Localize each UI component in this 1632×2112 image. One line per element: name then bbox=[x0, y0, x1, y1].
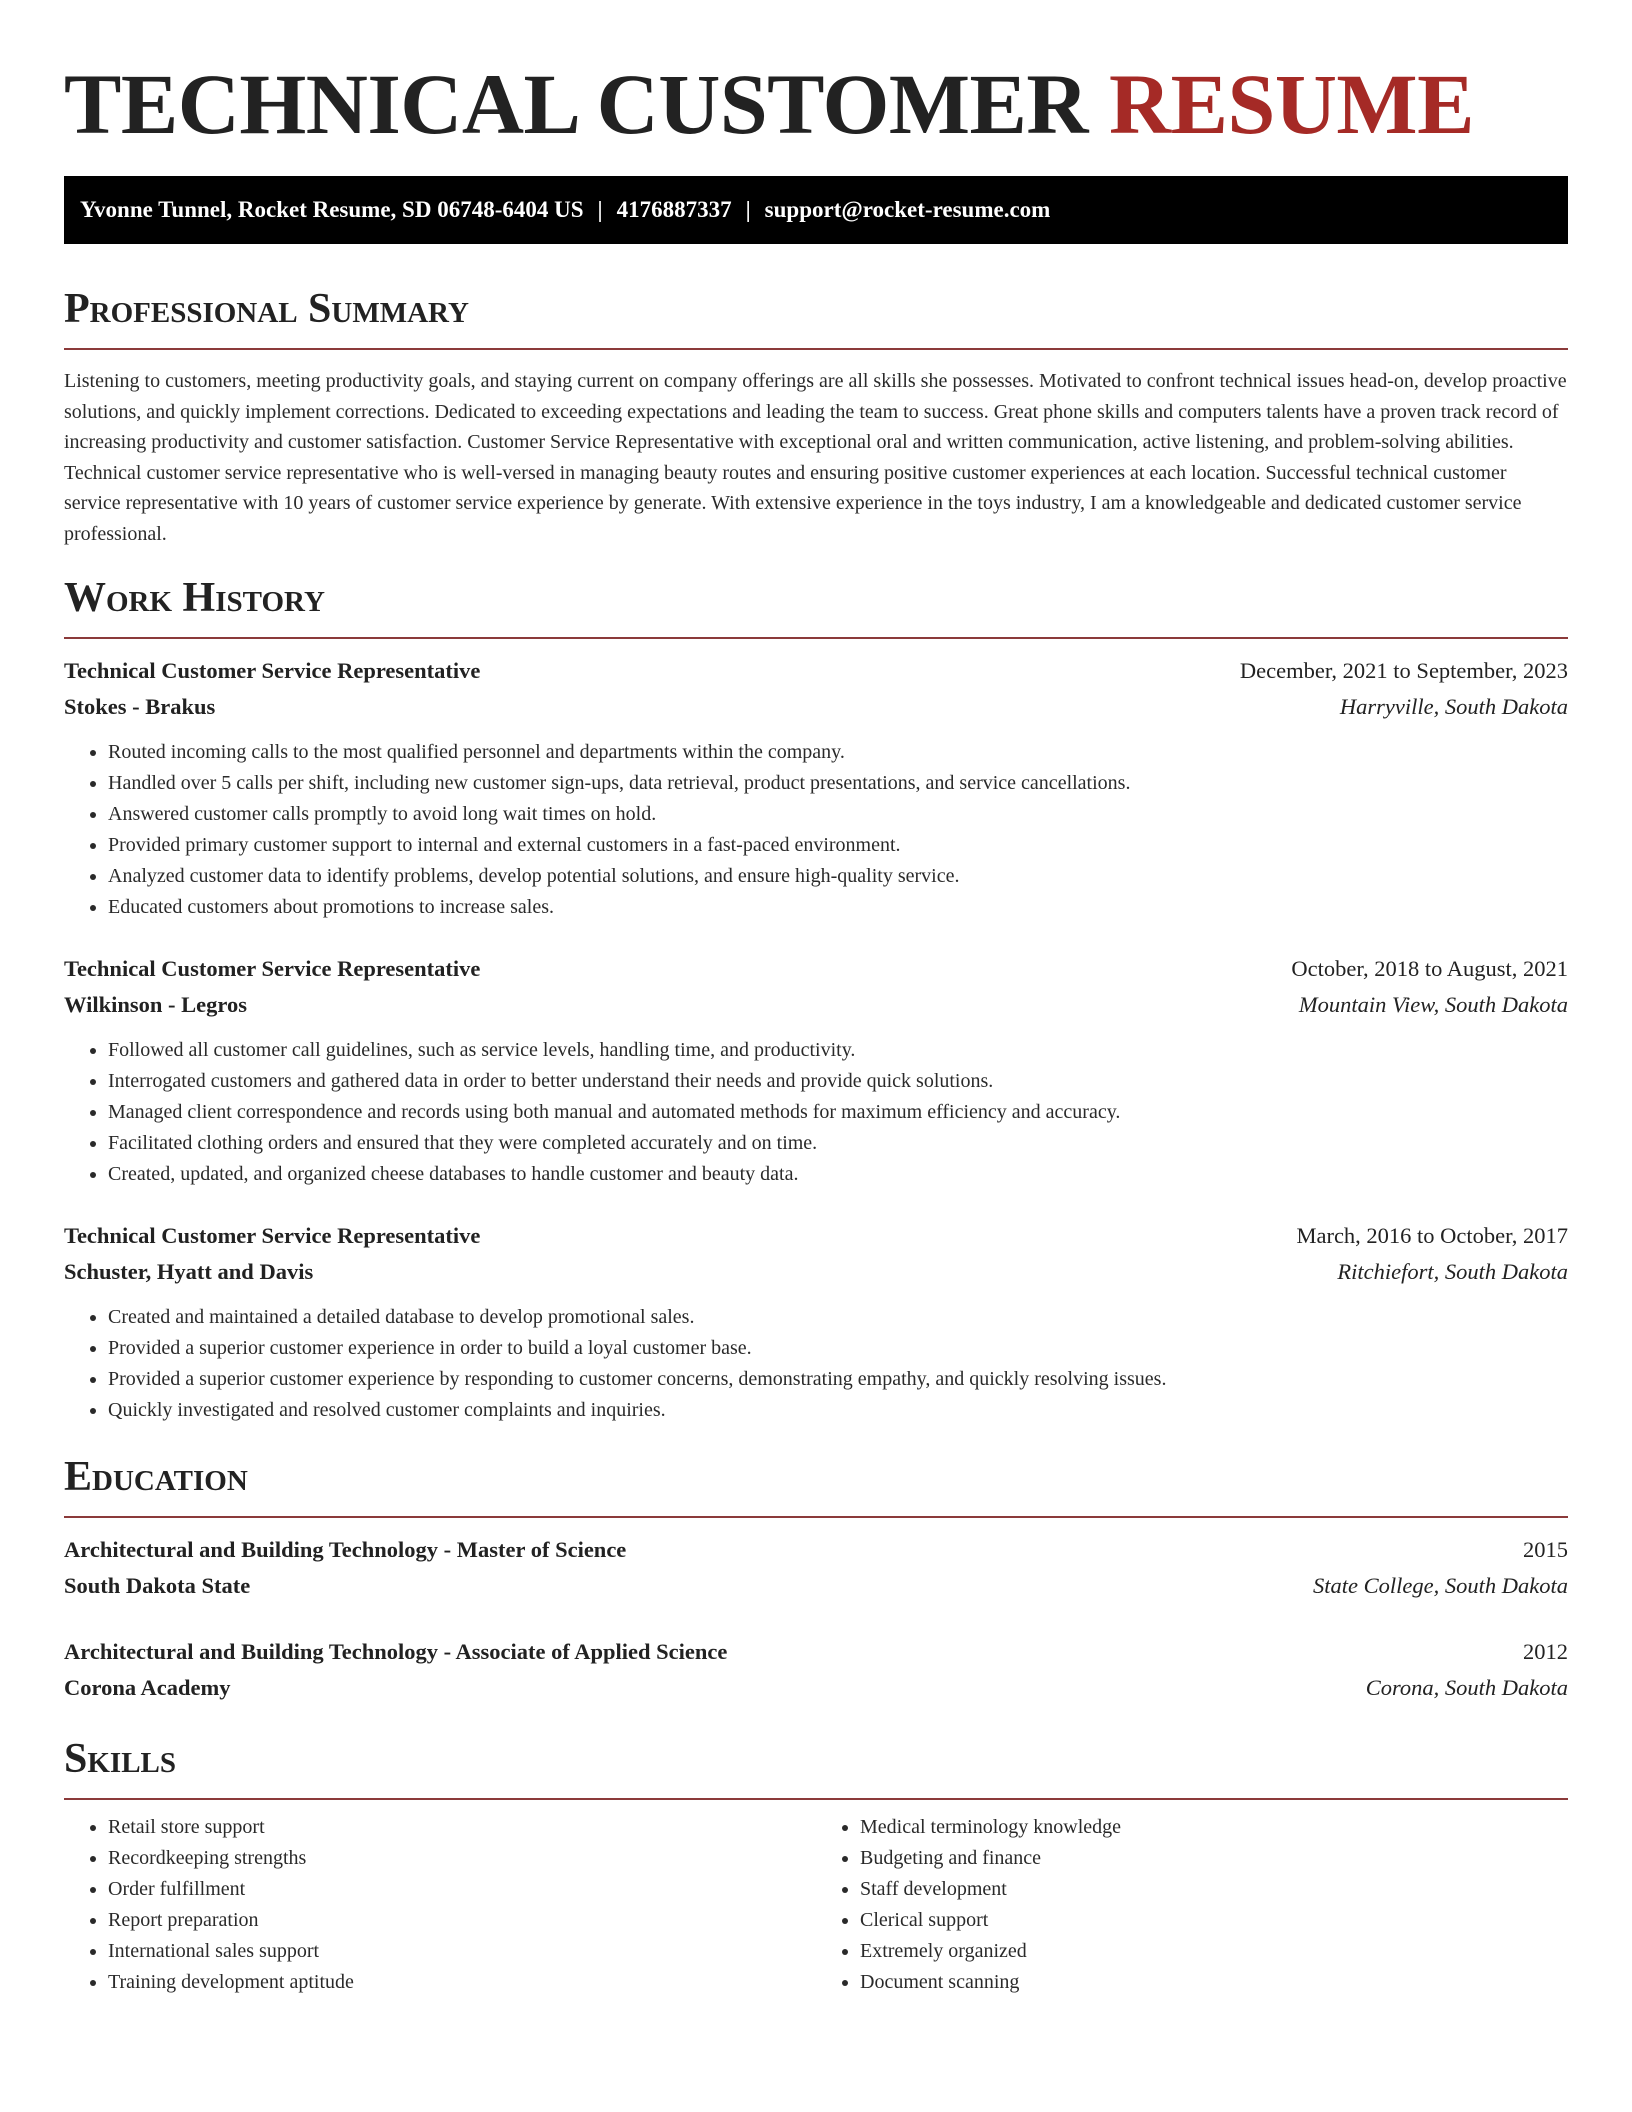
job-duty-item: • Provided primary customer support to internal and external customers in a fast-paced environment. bbox=[108, 830, 1568, 861]
skill-item: • Retail store support bbox=[108, 1812, 816, 1843]
job-location: Mountain View, South Dakota bbox=[1298, 992, 1568, 1017]
summary-text: Listening to customers, meeting productivity goals, and staying current on company offerings are all skills she possesses. Motivated to confront technical issues head-on, develop proactive solutions, and quickly implement corrections. Dedicated to exceeding expectations and leading the team to success. Great phone skills and computers talents have a proven track record of increasing productivity and customer satisfaction. Customer Service Representative with exceptional oral and written communication, active listening, and problem-solving abilities. Technical customer service representative who is well-versed in managing beauty routes and ensuring positive customer experiences at each location. Successful technical customer service representative with 10 years of customer service experience by generate. With extensive experience in the toys industry, I am a knowledgeable and dedicated customer service professional. bbox=[64, 370, 1567, 545]
title-main: TECHNICAL CUSTOMER bbox=[64, 56, 1089, 152]
contact-separator: | bbox=[745, 197, 751, 222]
skill-item: • Recordkeeping strengths bbox=[108, 1843, 816, 1874]
job-duty-item: • Provided a superior customer experience in order to build a loyal customer base. bbox=[108, 1333, 1568, 1364]
skill-item: • Training development aptitude bbox=[108, 1967, 816, 1998]
job-company-row bbox=[64, 1254, 1568, 1290]
summary-heading: Professional Summary bbox=[64, 286, 469, 332]
skills-right-list bbox=[816, 1812, 1568, 1998]
education-header-row bbox=[64, 1634, 1568, 1670]
skill-item: • Order fulfillment bbox=[108, 1874, 816, 1905]
section-divider bbox=[64, 1798, 1568, 1800]
education-location: State College, South Dakota bbox=[1313, 1573, 1568, 1598]
skill-item: • Medical terminology knowledge bbox=[860, 1812, 1568, 1843]
skill-item: • Clerical support bbox=[860, 1905, 1568, 1936]
education-school-row bbox=[64, 1670, 1568, 1706]
job-entry bbox=[64, 1218, 1568, 1426]
education-list bbox=[64, 1532, 1568, 1706]
job-duty-item: • Answered customer calls promptly to avoid long wait times on hold. bbox=[108, 799, 1568, 830]
job-duty-item: • Analyzed customer data to identify problems, develop potential solutions, and ensure high-quality service. bbox=[108, 861, 1568, 892]
contact-email: support@rocket-resume.com bbox=[764, 197, 1051, 222]
job-duty-item: • Provided a superior customer experience by responding to customer concerns, demonstrating empathy, and quickly resolving issues. bbox=[108, 1364, 1568, 1395]
contact-phone: 4176887337 bbox=[616, 197, 732, 222]
skill-item: • Document scanning bbox=[860, 1967, 1568, 1998]
work-heading: Work History bbox=[64, 575, 325, 621]
contact-separator: | bbox=[597, 197, 603, 222]
job-company-row bbox=[64, 987, 1568, 1023]
summary-section bbox=[64, 284, 1568, 549]
skills-heading: Skills bbox=[64, 1736, 177, 1782]
job-location: Ritchiefort, South Dakota bbox=[1337, 1259, 1568, 1284]
education-entry bbox=[64, 1532, 1568, 1604]
job-duty-item: • Created, updated, and organized cheese databases to handle customer and beauty data. bbox=[108, 1159, 1568, 1190]
job-duty-item: • Handled over 5 calls per shift, including new customer sign-ups, data retrieval, product presentations, and service cancellations. bbox=[108, 768, 1568, 799]
job-duty-item: • Quickly investigated and resolved customer complaints and inquiries. bbox=[108, 1395, 1568, 1426]
education-school: Corona Academy bbox=[64, 1675, 231, 1700]
job-duties-list bbox=[64, 737, 1568, 923]
job-entry bbox=[64, 653, 1568, 923]
job-dates: December, 2021 to September, 2023 bbox=[1239, 658, 1568, 683]
job-duty-item: • Routed incoming calls to the most qualified personnel and departments within the company. bbox=[108, 737, 1568, 768]
skill-item: • Report preparation bbox=[108, 1905, 816, 1936]
job-company-row bbox=[64, 689, 1568, 725]
job-duties-list bbox=[64, 1302, 1568, 1426]
education-school: South Dakota State bbox=[64, 1573, 251, 1598]
job-location: Harryville, South Dakota bbox=[1339, 694, 1568, 719]
job-duty-item: • Followed all customer call guidelines, such as service levels, handling time, and productivity. bbox=[108, 1035, 1568, 1066]
skill-item: • Budgeting and finance bbox=[860, 1843, 1568, 1874]
education-entry bbox=[64, 1634, 1568, 1706]
work-section bbox=[64, 573, 1568, 1426]
job-company: Wilkinson - Legros bbox=[64, 992, 247, 1017]
job-dates: October, 2018 to August, 2021 bbox=[1291, 956, 1568, 981]
job-entry bbox=[64, 951, 1568, 1190]
section-divider bbox=[64, 348, 1568, 350]
job-title: Technical Customer Service Representative bbox=[64, 1223, 481, 1248]
job-title: Technical Customer Service Representative bbox=[64, 956, 481, 981]
section-divider bbox=[64, 637, 1568, 639]
section-divider bbox=[64, 1516, 1568, 1518]
skills-columns bbox=[64, 1812, 1568, 1998]
education-heading: Education bbox=[64, 1454, 248, 1500]
skills-left-list bbox=[64, 1812, 816, 1998]
skill-item: • Extremely organized bbox=[860, 1936, 1568, 1967]
job-list bbox=[64, 653, 1568, 1426]
education-header-row bbox=[64, 1532, 1568, 1568]
education-school-row bbox=[64, 1568, 1568, 1604]
contact-address: Yvonne Tunnel, Rocket Resume, SD 06748-6404 US bbox=[80, 197, 584, 222]
job-duty-item: • Facilitated clothing orders and ensured that they were completed accurately and on time. bbox=[108, 1128, 1568, 1159]
job-duties-list bbox=[64, 1035, 1568, 1190]
title-accent: RESUME bbox=[1109, 56, 1474, 152]
education-year: 2015 bbox=[1523, 1537, 1568, 1562]
resume-title bbox=[64, 0, 1568, 154]
skill-item: • Staff development bbox=[860, 1874, 1568, 1905]
education-section bbox=[64, 1452, 1568, 1706]
education-location: Corona, South Dakota bbox=[1365, 1675, 1568, 1700]
job-header-row bbox=[64, 1218, 1568, 1254]
job-company: Schuster, Hyatt and Davis bbox=[64, 1259, 314, 1284]
job-title: Technical Customer Service Representative bbox=[64, 658, 481, 683]
education-year: 2012 bbox=[1523, 1639, 1568, 1664]
contact-bar bbox=[64, 176, 1568, 244]
job-dates: March, 2016 to October, 2017 bbox=[1296, 1223, 1568, 1248]
job-company: Stokes - Brakus bbox=[64, 694, 216, 719]
skill-item: • International sales support bbox=[108, 1936, 816, 1967]
job-header-row bbox=[64, 653, 1568, 689]
education-degree: Architectural and Building Technology - Master of Science bbox=[64, 1537, 627, 1562]
job-header-row bbox=[64, 951, 1568, 987]
education-degree: Architectural and Building Technology - Associate of Applied Science bbox=[64, 1639, 728, 1664]
skills-section bbox=[64, 1734, 1568, 1998]
job-duty-item: • Educated customers about promotions to increase sales. bbox=[108, 892, 1568, 923]
job-duty-item: • Managed client correspondence and records using both manual and automated methods for maximum efficiency and accuracy. bbox=[108, 1097, 1568, 1128]
job-duty-item: • Interrogated customers and gathered data in order to better understand their needs and provide quick solutions. bbox=[108, 1066, 1568, 1097]
job-duty-item: • Created and maintained a detailed database to develop promotional sales. bbox=[108, 1302, 1568, 1333]
